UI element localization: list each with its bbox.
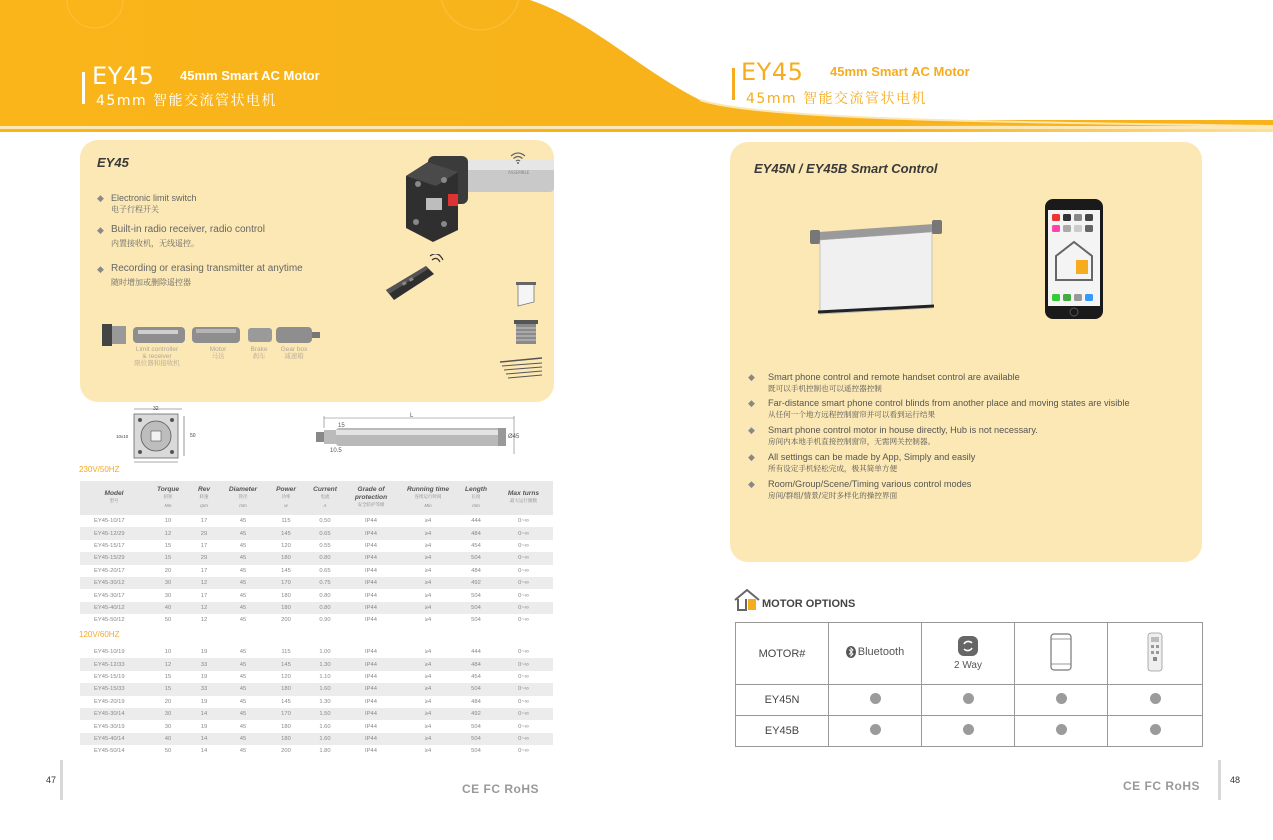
table-cell: 0~∞ [518,567,529,574]
table-cell: 0~∞ [518,649,529,656]
table-cell: 45 [220,552,266,564]
diamond-bullet-icon: ◆ [748,452,755,462]
wifi-icon [510,152,526,164]
remote-control-image [382,254,444,304]
options-model: EY45B [736,716,829,747]
table-cell: 454 [471,673,481,680]
table-cell: 145 [266,527,306,539]
model-cell: EY45-50/14 [94,748,125,755]
table-cell: IP44 [365,723,377,730]
table-cell: 1.00 [319,649,331,656]
column-header: Running time 连续运行时间 Min [398,481,458,515]
table-cell: IP44 [365,542,377,549]
table-cell: IP44 [365,518,377,525]
diamond-bullet-icon: ◆ [748,425,755,435]
table-cell: 0~∞ [494,658,553,670]
table-cell: ≥4 [398,552,458,564]
column-header: Rev 转速 rpm [188,481,220,515]
table-row [80,683,553,695]
options-row [736,716,1203,747]
table-cell: 0~∞ [518,518,529,525]
table-cell: IP44 [344,552,398,564]
model-cell: EY45-15/33 [80,683,148,695]
table-row [80,602,553,614]
table-cell: ≥4 [424,567,432,574]
column-header: Model 型号 [80,481,148,515]
table-cell: 120 [281,542,291,549]
motor-options-title: MOTOR OPTIONS [762,598,856,610]
page-divider [1218,760,1221,800]
table-cell: 200 [281,617,291,624]
table-cell: 1.60 [319,723,331,730]
table-cell: IP44 [344,602,398,614]
table-cell: IP44 [365,617,377,624]
table-cell: 170 [266,577,306,589]
table-cell: 115 [281,649,291,656]
table-cell: IP44 [344,683,398,695]
smartphone-icon [1050,633,1072,671]
table-cell: 45 [239,723,247,730]
table-cell: 0~∞ [518,748,529,755]
control-bullet: ◆ All settings can be made by App, Simply and easily 所有设定手机轻松完成，极其简单方便 [748,452,976,473]
dim-10-5: 10.5 [330,448,342,454]
table-cell: 504 [471,748,481,755]
table-cell: 120 [281,673,291,680]
feature-dot-icon [1150,693,1161,704]
table-cell: ≥4 [398,577,458,589]
table-cell: 0~∞ [518,673,529,680]
table-cell: ≥4 [424,518,432,525]
table-cell: 0.90 [319,617,331,624]
table-cell: 0~∞ [494,527,553,539]
right-header-model: EY45 [741,58,804,86]
control-bullet: ◆ Smart phone control and remote handset control are available 既可以手机控制也可以遥控器控制 [748,372,1020,393]
table-cell: 45 [220,708,266,720]
table-row [80,589,553,601]
dim-head-height: 50 [190,433,196,439]
column-header: Grade of protection 安全防护等级 [344,481,398,515]
table-cell: 180 [281,592,291,599]
table-cell: 14 [188,708,220,720]
table-row [80,577,553,589]
remote-handset-icon [1147,632,1163,672]
table-cell: 45 [239,748,247,755]
table-cell: 504 [471,592,481,599]
two-way-label: 2 Way [954,660,982,671]
table-cell: 0.80 [319,592,331,599]
table-cell: 45 [220,602,266,614]
phone-cell [1015,623,1108,685]
table-cell: ≥4 [424,723,432,730]
control-bullet: ◆ Far-distance smart phone control blinds from another place and moving states are visible 从任何一个地方远程控制窗帘并可以看到运行结果 [748,398,1130,419]
table-row [80,745,553,757]
table-cell: 1.80 [319,748,331,755]
table-row [80,515,553,527]
bluetooth-cell [829,623,922,685]
table-cell: 504 [458,683,494,695]
table-cell: ≥4 [398,527,458,539]
right-header-subtitle: 45mm Smart AC Motor [830,64,970,79]
table-cell: 10 [164,649,172,656]
table-cell: 45 [239,673,247,680]
table-cell: IP44 [344,733,398,745]
component-label: Gear box 减速箱 [280,346,308,360]
table-cell: 20 [164,698,172,705]
options-row [736,685,1203,716]
roller-blind-icon [512,280,542,308]
table-cell: 115 [281,518,291,525]
table-row [80,733,553,745]
left-header-subtitle: 45mm Smart AC Motor [180,68,320,83]
control-bullet: ◆ Smart phone control motor in house directly, Hub is not necessary. 房间内本地手机直接控制窗帘，无需网关控制器。 [748,425,1038,446]
model-cell: EY45-15/19 [94,673,125,680]
model-cell: EY45-30/14 [80,708,148,720]
table-cell: 17 [200,592,208,599]
right-header-chinese: 45mm 智能交流管状电机 [746,91,928,107]
svg-text:ASSEMBLE: ASSEMBLE [508,170,530,175]
dim-diameter: Ø45 [508,434,520,440]
freq-label-120: 120V/60HZ [79,630,120,639]
model-cell: EY45-20/17 [94,567,125,574]
table-cell: 12 [188,577,220,589]
dim-head-width: 32 [153,406,159,412]
diamond-bullet-icon: ◆ [97,264,104,274]
table-cell: 170 [266,708,306,720]
table-cell: 45 [220,733,266,745]
table-cell: 40 [148,733,188,745]
table-cell: IP44 [365,698,377,705]
table-cell: 0~∞ [494,602,553,614]
table-cell: 492 [458,708,494,720]
feature-bullet: ◆ Electronic limit switch 电子行程开关 [97,193,197,214]
table-cell: 145 [281,567,291,574]
table-cell: 15 [148,683,188,695]
left-header-model: EY45 [92,62,155,90]
diamond-bullet-icon: ◆ [97,225,104,235]
table-cell: 30 [164,723,172,730]
model-cell: EY45-10/17 [94,518,125,525]
model-cell: EY45-12/33 [80,658,148,670]
table-cell: 0~∞ [494,683,553,695]
model-cell: EY45-10/19 [94,649,125,656]
table-cell: 33 [188,658,220,670]
component-label: Brake 刹车 [250,346,268,360]
table-cell: 45 [239,518,247,525]
table-cell: 504 [458,552,494,564]
left-header-chinese: 45mm 智能交流管状电机 [96,93,278,109]
table-cell: 29 [188,552,220,564]
cert-marks-right: CE FC RoHS [1123,779,1200,793]
table-cell: 14 [200,748,208,755]
table-cell: ≥4 [398,683,458,695]
table-cell: 30 [148,577,188,589]
table-cell: 0~∞ [494,733,553,745]
model-cell: EY45-30/12 [80,577,148,589]
table-cell: 45 [239,649,247,656]
dim-15: 15 [338,423,345,429]
table-row [80,720,553,732]
cert-marks-left: CE FC RoHS [462,782,539,796]
table-cell: ≥4 [398,733,458,745]
bluetooth-label: Bluetooth [857,646,905,658]
table-row [80,527,553,539]
control-panel-title: EY45N / EY45B Smart Control [754,161,938,176]
spec-table-120v [80,646,553,758]
table-cell: 17 [200,567,208,574]
table-cell: 29 [188,527,220,539]
options-header-cell: MOTOR# [736,623,829,685]
table-cell: 10 [164,518,172,525]
model-cell: EY45-30/17 [94,592,125,599]
model-cell: EY45-40/12 [80,602,148,614]
table-cell: IP44 [365,567,377,574]
model-cell: EY45-40/14 [80,733,148,745]
feature-dot-icon [870,693,881,704]
table-cell: 45 [220,658,266,670]
table-cell: 1.60 [306,683,344,695]
table-cell: 45 [220,527,266,539]
table-cell: 180 [266,683,306,695]
table-cell: 504 [458,733,494,745]
table-cell: 180 [266,552,306,564]
header-accent-bar [732,68,735,100]
feature-bullet: ◆ Built-in radio receiver, radio control 内置接收机，无线遥控。 [97,224,265,248]
table-row [80,614,553,626]
two-way-cell [922,623,1015,685]
diamond-bullet-icon: ◆ [748,372,755,382]
table-cell: IP44 [365,673,377,680]
header-accent-bar [82,72,85,104]
table-cell: 145 [266,658,306,670]
table-cell: ≥4 [424,649,432,656]
table-row [80,540,553,552]
table-cell: 484 [471,698,481,705]
feature-bullet: ◆ Recording or erasing transmitter at anytime 随时增加或删除遥控器 [97,263,303,287]
smartphone-image [1044,198,1104,320]
table-cell: IP44 [365,592,377,599]
table-row [80,552,553,564]
table-cell: ≥4 [424,542,432,549]
table-cell: 200 [281,748,291,755]
table-cell: 0.80 [306,602,344,614]
table-cell: IP44 [365,649,377,656]
table-cell: ≥4 [424,617,432,624]
motor-options-table [735,622,1203,747]
table-cell: 19 [200,698,208,705]
table-cell: 0.50 [319,518,331,525]
table-cell: 40 [148,602,188,614]
model-cell: EY45-30/19 [94,723,125,730]
table-cell: ≥4 [398,658,458,670]
table-cell: 180 [281,723,291,730]
table-cell: ≥4 [424,698,432,705]
column-header: Power 功率 w [266,481,306,515]
spec-table-230v [80,481,553,627]
tube-dimension-drawing [314,414,520,456]
table-cell: IP44 [344,658,398,670]
shutter-icon [512,318,542,346]
table-cell: ≥4 [424,748,432,755]
column-header: Diameter 管径 mm [220,481,266,515]
control-bullet: ◆ Room/Group/Scene/Timing various control modes 房间/群组/情景/定时多样化的操控界面 [748,479,972,500]
table-cell: 20 [164,567,172,574]
motor-head-image [398,150,554,250]
column-header: Max turns 最大运行圈数 [494,481,553,515]
dim-length: L [410,413,414,419]
table-cell: 15 [164,542,172,549]
table-cell: IP44 [365,748,377,755]
table-cell: 45 [239,567,247,574]
table-cell: 50 [164,748,172,755]
table-cell: 0~∞ [494,708,553,720]
table-cell: 0.65 [306,527,344,539]
dim-square: 10x10 [116,434,129,439]
table-cell: 0.65 [319,567,331,574]
table-cell: 12 [148,658,188,670]
table-cell: 0~∞ [518,592,529,599]
table-cell: 1.30 [306,658,344,670]
table-cell: 0~∞ [518,617,529,624]
page-divider [60,760,63,800]
table-cell: 0.55 [319,542,331,549]
table-cell: IP44 [344,577,398,589]
diamond-bullet-icon: ◆ [748,479,755,489]
feature-dot-icon [1056,693,1067,704]
table-cell: 0~∞ [494,552,553,564]
table-cell: IP44 [344,708,398,720]
table-cell: 45 [239,698,247,705]
table-cell: ≥4 [424,673,432,680]
table-cell: 19 [200,723,208,730]
page-number-left: 47 [46,775,57,785]
table-cell: 444 [471,649,481,656]
feature-dot-icon [963,724,974,735]
table-cell: 454 [471,542,481,549]
table-cell: 0~∞ [494,577,553,589]
feature-dot-icon [963,693,974,704]
table-cell: 1.30 [319,698,331,705]
table-cell: 15 [164,673,172,680]
table-row [80,708,553,720]
model-cell: EY45-20/19 [94,698,125,705]
brand-logo-icon [733,588,761,612]
table-cell: 0~∞ [518,698,529,705]
table-cell: 444 [471,518,481,525]
component-label: Motor 马达 [209,346,227,360]
model-cell: EY45-15/29 [80,552,148,564]
table-row [80,671,553,683]
diamond-bullet-icon: ◆ [97,193,104,203]
table-cell: 45 [220,577,266,589]
page-number-right: 48 [1230,775,1241,785]
table-cell: 45 [239,592,247,599]
table-cell: 12 [200,617,208,624]
table-cell: 492 [458,577,494,589]
column-header: Torque 扭矩 Nm [148,481,188,515]
table-cell: 1.10 [319,673,331,680]
component-label: Limit controller & receiver 限位器和接收机 [134,346,180,367]
table-cell: 17 [200,518,208,525]
model-cell: EY45-12/29 [80,527,148,539]
table-cell: 12 [188,602,220,614]
table-cell: 0.80 [306,552,344,564]
table-cell: 0.75 [306,577,344,589]
table-row [80,565,553,577]
feature-dot-icon [1056,724,1067,735]
feature-panel-title: EY45 [97,155,129,170]
model-cell: EY45-15/17 [94,542,125,549]
two-way-sync-icon [958,636,978,656]
options-header-row [736,623,1203,685]
model-cell: EY45-50/12 [94,617,125,624]
roller-screen-image [808,216,944,318]
table-cell: 1.60 [306,733,344,745]
table-cell: 14 [188,733,220,745]
options-model: EY45N [736,685,829,716]
bluetooth-icon [846,646,856,658]
table-cell: 484 [458,527,494,539]
table-cell: 30 [164,592,172,599]
table-header-row [80,481,553,515]
table-cell: 0~∞ [518,542,529,549]
table-cell: ≥4 [398,602,458,614]
table-cell: 12 [148,527,188,539]
table-cell: 45 [239,542,247,549]
table-cell: ≥4 [424,592,432,599]
table-cell: 0~∞ [518,723,529,730]
table-cell: 17 [200,542,208,549]
table-cell: 45 [220,683,266,695]
feature-dot-icon [870,724,881,735]
table-cell: 50 [164,617,172,624]
column-header: Length 长度 mm [458,481,494,515]
table-cell: 33 [188,683,220,695]
table-cell: IP44 [344,527,398,539]
table-cell: 484 [458,658,494,670]
table-cell: 504 [471,617,481,624]
table-cell: ≥4 [398,708,458,720]
table-cell: 19 [200,649,208,656]
feature-dot-icon [1150,724,1161,735]
freq-label-230: 230V/50HZ [79,465,120,474]
table-cell: 180 [266,602,306,614]
table-row [80,658,553,670]
table-cell: 45 [239,617,247,624]
remote-cell [1108,623,1203,685]
venetian-blind-icon [498,356,544,382]
column-header: Current 电流 A [306,481,344,515]
table-cell: 145 [281,698,291,705]
table-cell: 30 [148,708,188,720]
table-cell: 504 [458,602,494,614]
table-cell: 1.50 [306,708,344,720]
table-row [80,646,553,658]
table-cell: 484 [471,567,481,574]
table-cell: 19 [200,673,208,680]
table-cell: 504 [471,723,481,730]
table-cell: 15 [148,552,188,564]
table-cell: 180 [266,733,306,745]
diamond-bullet-icon: ◆ [748,398,755,408]
table-row [80,696,553,708]
